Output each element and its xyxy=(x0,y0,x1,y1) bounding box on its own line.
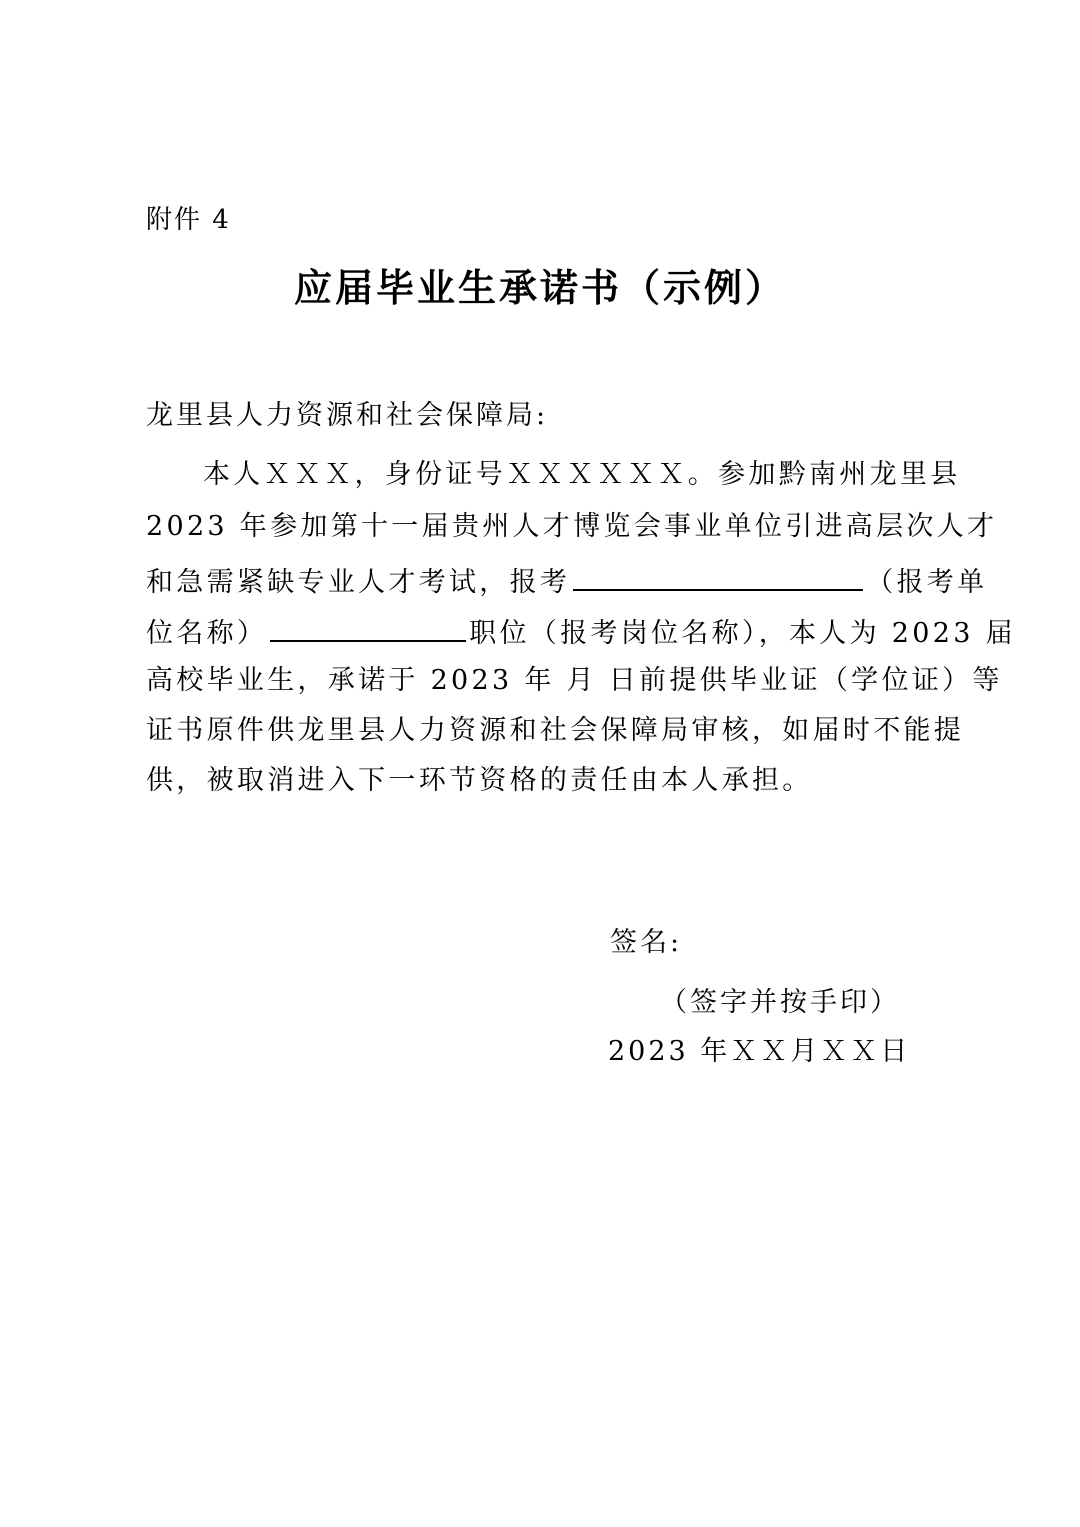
unit-name-blank xyxy=(573,561,863,591)
body-line-7: 供，被取消进入下一环节资格的责任由本人承担。 xyxy=(146,765,813,796)
post-name-blank xyxy=(270,612,466,642)
body-line-5: 高校毕业生，承诺于 2023 年 月 日前提供毕业证（学位证）等 xyxy=(146,665,1003,696)
body-line-3-suffix: （报考单 xyxy=(866,567,988,598)
attachment-label: 附件 4 xyxy=(146,205,231,235)
body-line-3 xyxy=(146,561,987,601)
body-line-2: 2023 年参加第十一届贵州人才博览会事业单位引进高层次人才 xyxy=(146,511,998,542)
body-line-4-suffix: 职位（报考岗位名称），本人为 2023 届 xyxy=(469,618,1016,649)
signature-date: 2023 年ＸＸ月ＸＸ日 xyxy=(608,1036,911,1067)
document-title: 应届毕业生承诺书（示例） xyxy=(293,266,786,310)
body-line-3-prefix: 和急需紧缺专业人才考试，报考 xyxy=(146,567,571,598)
recipient-line: 龙里县人力资源和社会保障局: xyxy=(146,400,549,431)
body-line-4-prefix: 位名称） xyxy=(146,618,268,649)
body-line-1: 本人ＸＸＸ，身份证号ＸＸＸＸＸＸ。参加黔南州龙里县 xyxy=(203,459,961,490)
body-line-4 xyxy=(146,612,1016,652)
signature-label: 签名: xyxy=(610,927,683,958)
body-line-6: 证书原件供龙里县人力资源和社会保障局审核，如届时不能提 xyxy=(146,715,965,746)
signature-note: （签字并按手印） xyxy=(660,987,900,1018)
